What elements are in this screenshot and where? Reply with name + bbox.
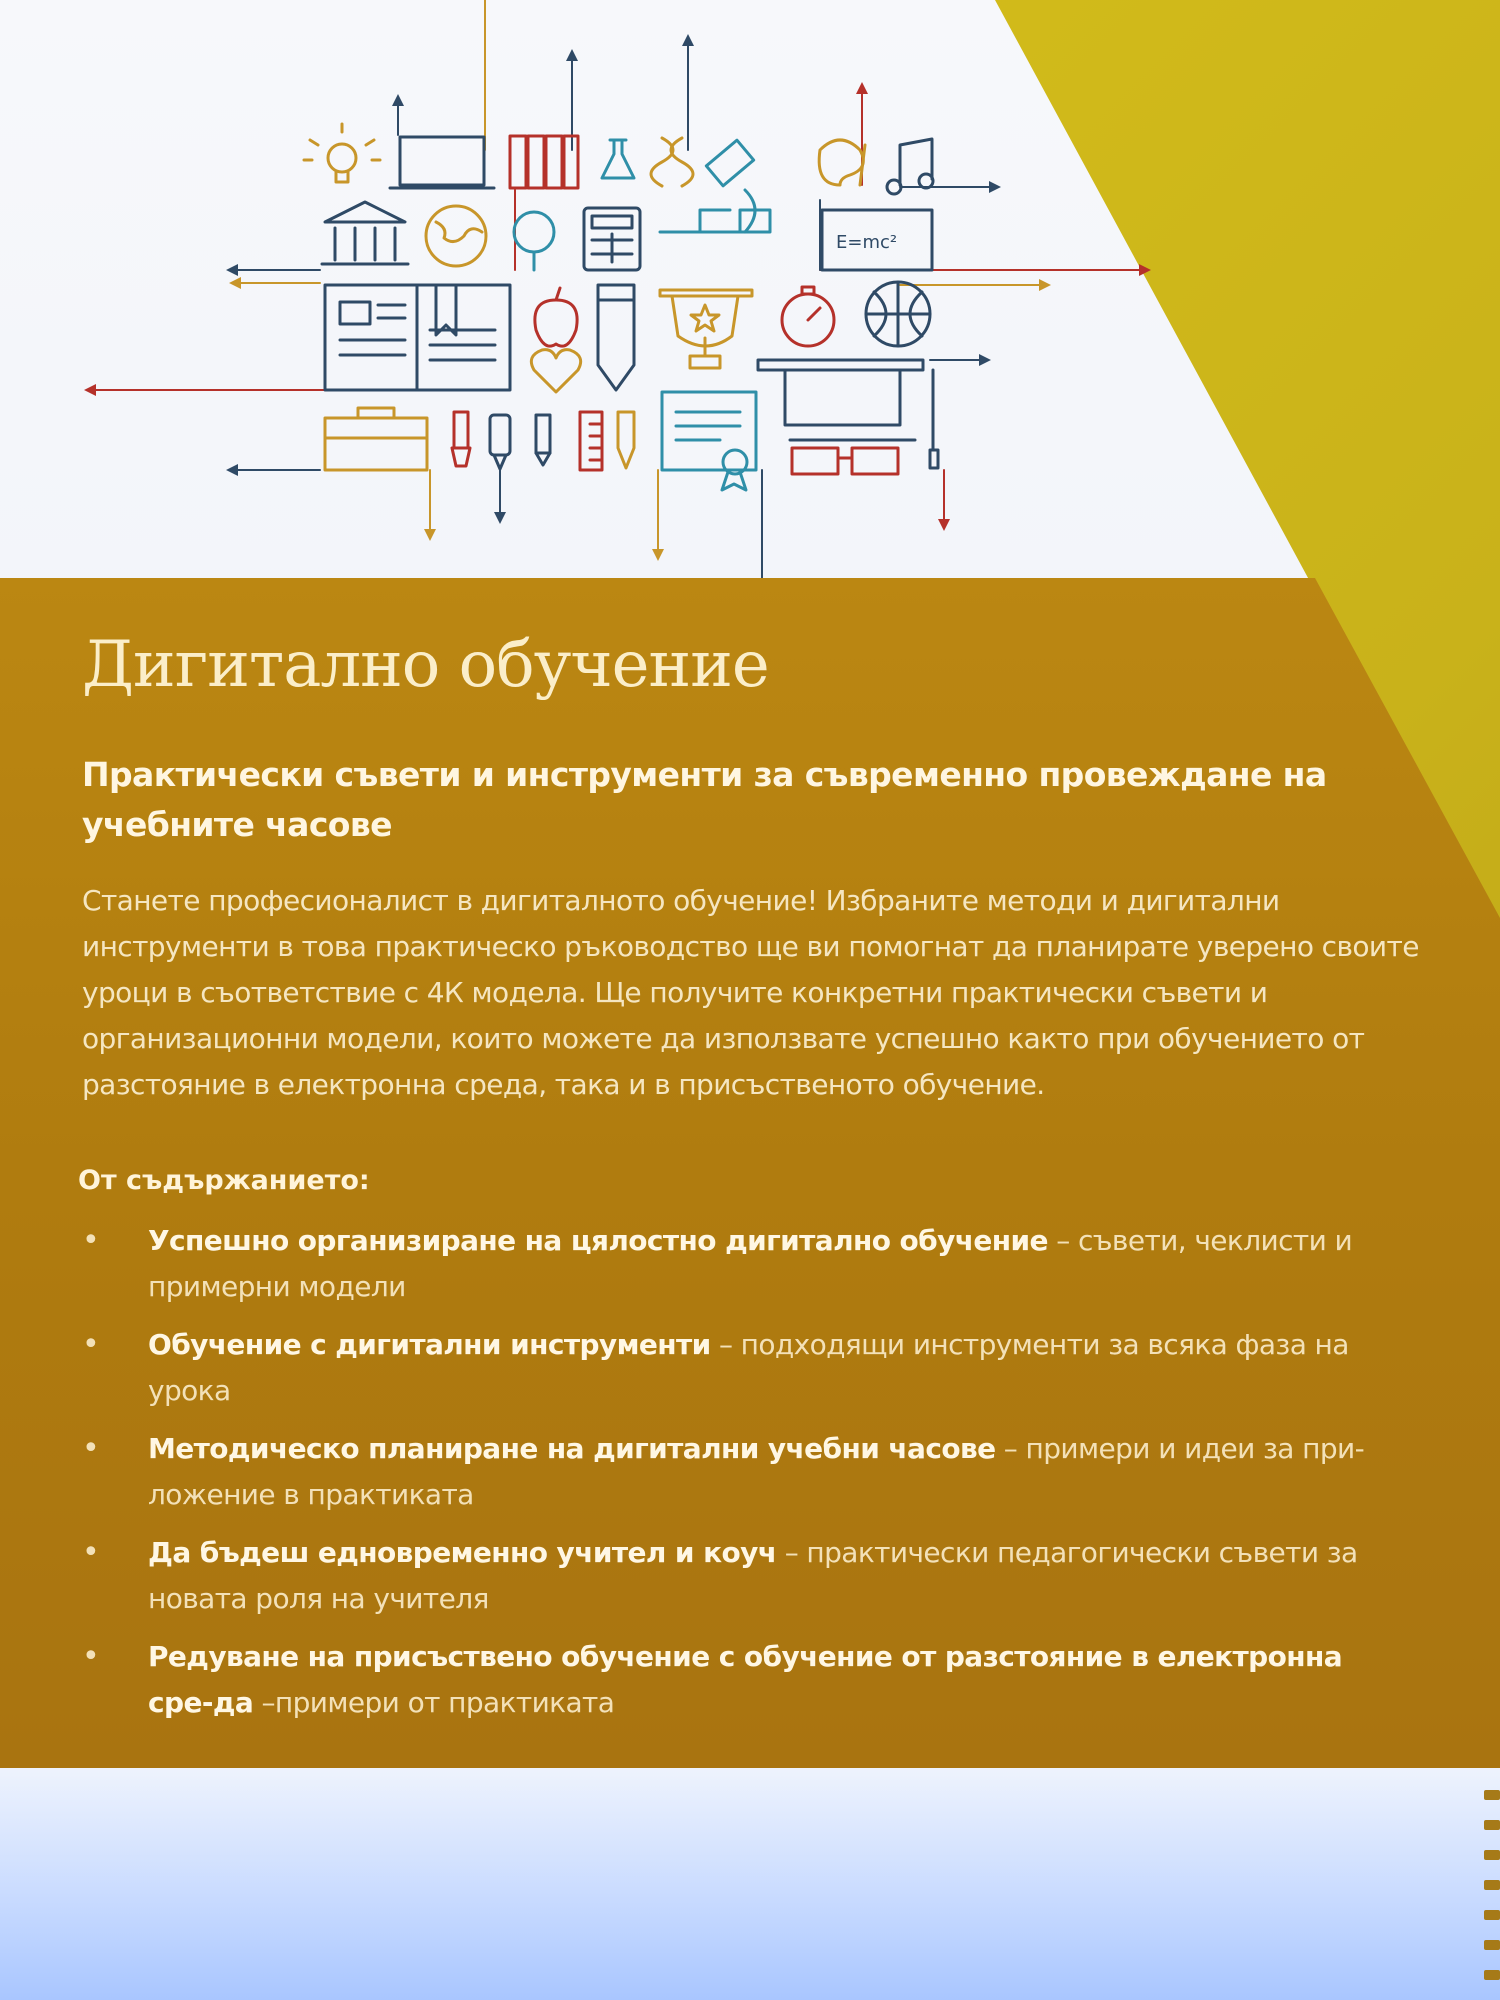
lightbulb-icon [304, 124, 380, 182]
museum-icon [322, 202, 408, 264]
bullet-icon: • [82, 1639, 100, 1674]
list-item [78, 1218, 1408, 1310]
list-item-bold: Методическо планиране на дигитални учебни часове [148, 1432, 996, 1465]
list-item [78, 1322, 1408, 1414]
bullet-icon: • [82, 1223, 100, 1258]
page-subtitle: Практически съвети и инструменти за съвременно провеждане на учебните часове [82, 755, 1327, 844]
glasses-icon [792, 448, 898, 474]
brush-icon [452, 412, 470, 466]
page-title: Дигитално обучение [82, 628, 769, 702]
formula-label: E=mc² [836, 232, 898, 253]
list-item [78, 1530, 1408, 1622]
trophy-icon [660, 290, 752, 368]
list-item-text: –примери от практиката [253, 1686, 615, 1719]
list-item-bold: Успешно организиране на цялостно дигитално обучение [148, 1224, 1048, 1257]
spiral-binding [1482, 1760, 1500, 2000]
list-item [78, 1634, 1408, 1726]
laptop-icon [390, 137, 494, 188]
pencil-icon [598, 285, 634, 390]
list-item [78, 1426, 1408, 1518]
contents-list [78, 1218, 1408, 1738]
education-icons-illustration [0, 0, 1500, 590]
apple-icon [535, 288, 577, 346]
globe-icon [426, 206, 486, 266]
bullet-icon: • [82, 1327, 100, 1362]
list-item-bold: Да бъдеш едновременно учител и коуч [148, 1536, 777, 1569]
microscope-icon [660, 140, 770, 232]
briefcase-icon [325, 408, 427, 470]
palette-icon [819, 140, 865, 185]
dna-icon [651, 138, 693, 186]
list-item-bold: Редуване на присъствено обучение с обучение от разстояние в електронна сре-да [148, 1640, 1343, 1719]
heart-icon [531, 350, 580, 392]
pen-icon [490, 415, 550, 469]
contents-heading: От съдържанието: [78, 1165, 370, 1196]
basketball-icon [866, 282, 930, 346]
intro-paragraph: Станете професионалист в дигиталното обучение! Избраните методи и дигитални инструменти в това практическо ръководство ще ви помогнат да планирате уверено своите уроци в съответствие с 4К модела. Ще получите конкретни практически съвети и организационни модели, които можете да използвате успешно както при обучението от разстояние в електронна среда, така и в присъственото обучение. [82, 884, 1419, 1101]
desk-icon [758, 360, 938, 468]
stopwatch-icon [782, 287, 834, 346]
music-note-icon [887, 139, 933, 194]
blackboard-icon [822, 210, 932, 270]
certificate-icon [662, 392, 756, 490]
list-item-text: – подходящи инструменти за всяка фаза на урока [148, 1328, 1349, 1407]
list-item-text: – съвети, чеклисти и примерни модели [148, 1224, 1353, 1303]
books-icon [510, 136, 578, 188]
magnifier-icon [514, 212, 554, 270]
list-item-bold: Обучение с дигитални инструменти [148, 1328, 711, 1361]
flask-icon [602, 140, 634, 178]
open-book-icon [325, 285, 510, 390]
bullet-icon: • [82, 1535, 100, 1570]
ruler-icon [580, 412, 602, 470]
fountain-pen-icon [618, 412, 634, 468]
calculator-icon [584, 208, 640, 270]
connector-lines [90, 0, 1145, 590]
list-item-text: – практически педагогически съвети за новата роля на учителя [148, 1536, 1358, 1615]
list-item-text: – примери и идеи за при-ложение в практиката [148, 1432, 1365, 1511]
bullet-icon: • [82, 1431, 100, 1466]
bottom-area [0, 1768, 1500, 2000]
